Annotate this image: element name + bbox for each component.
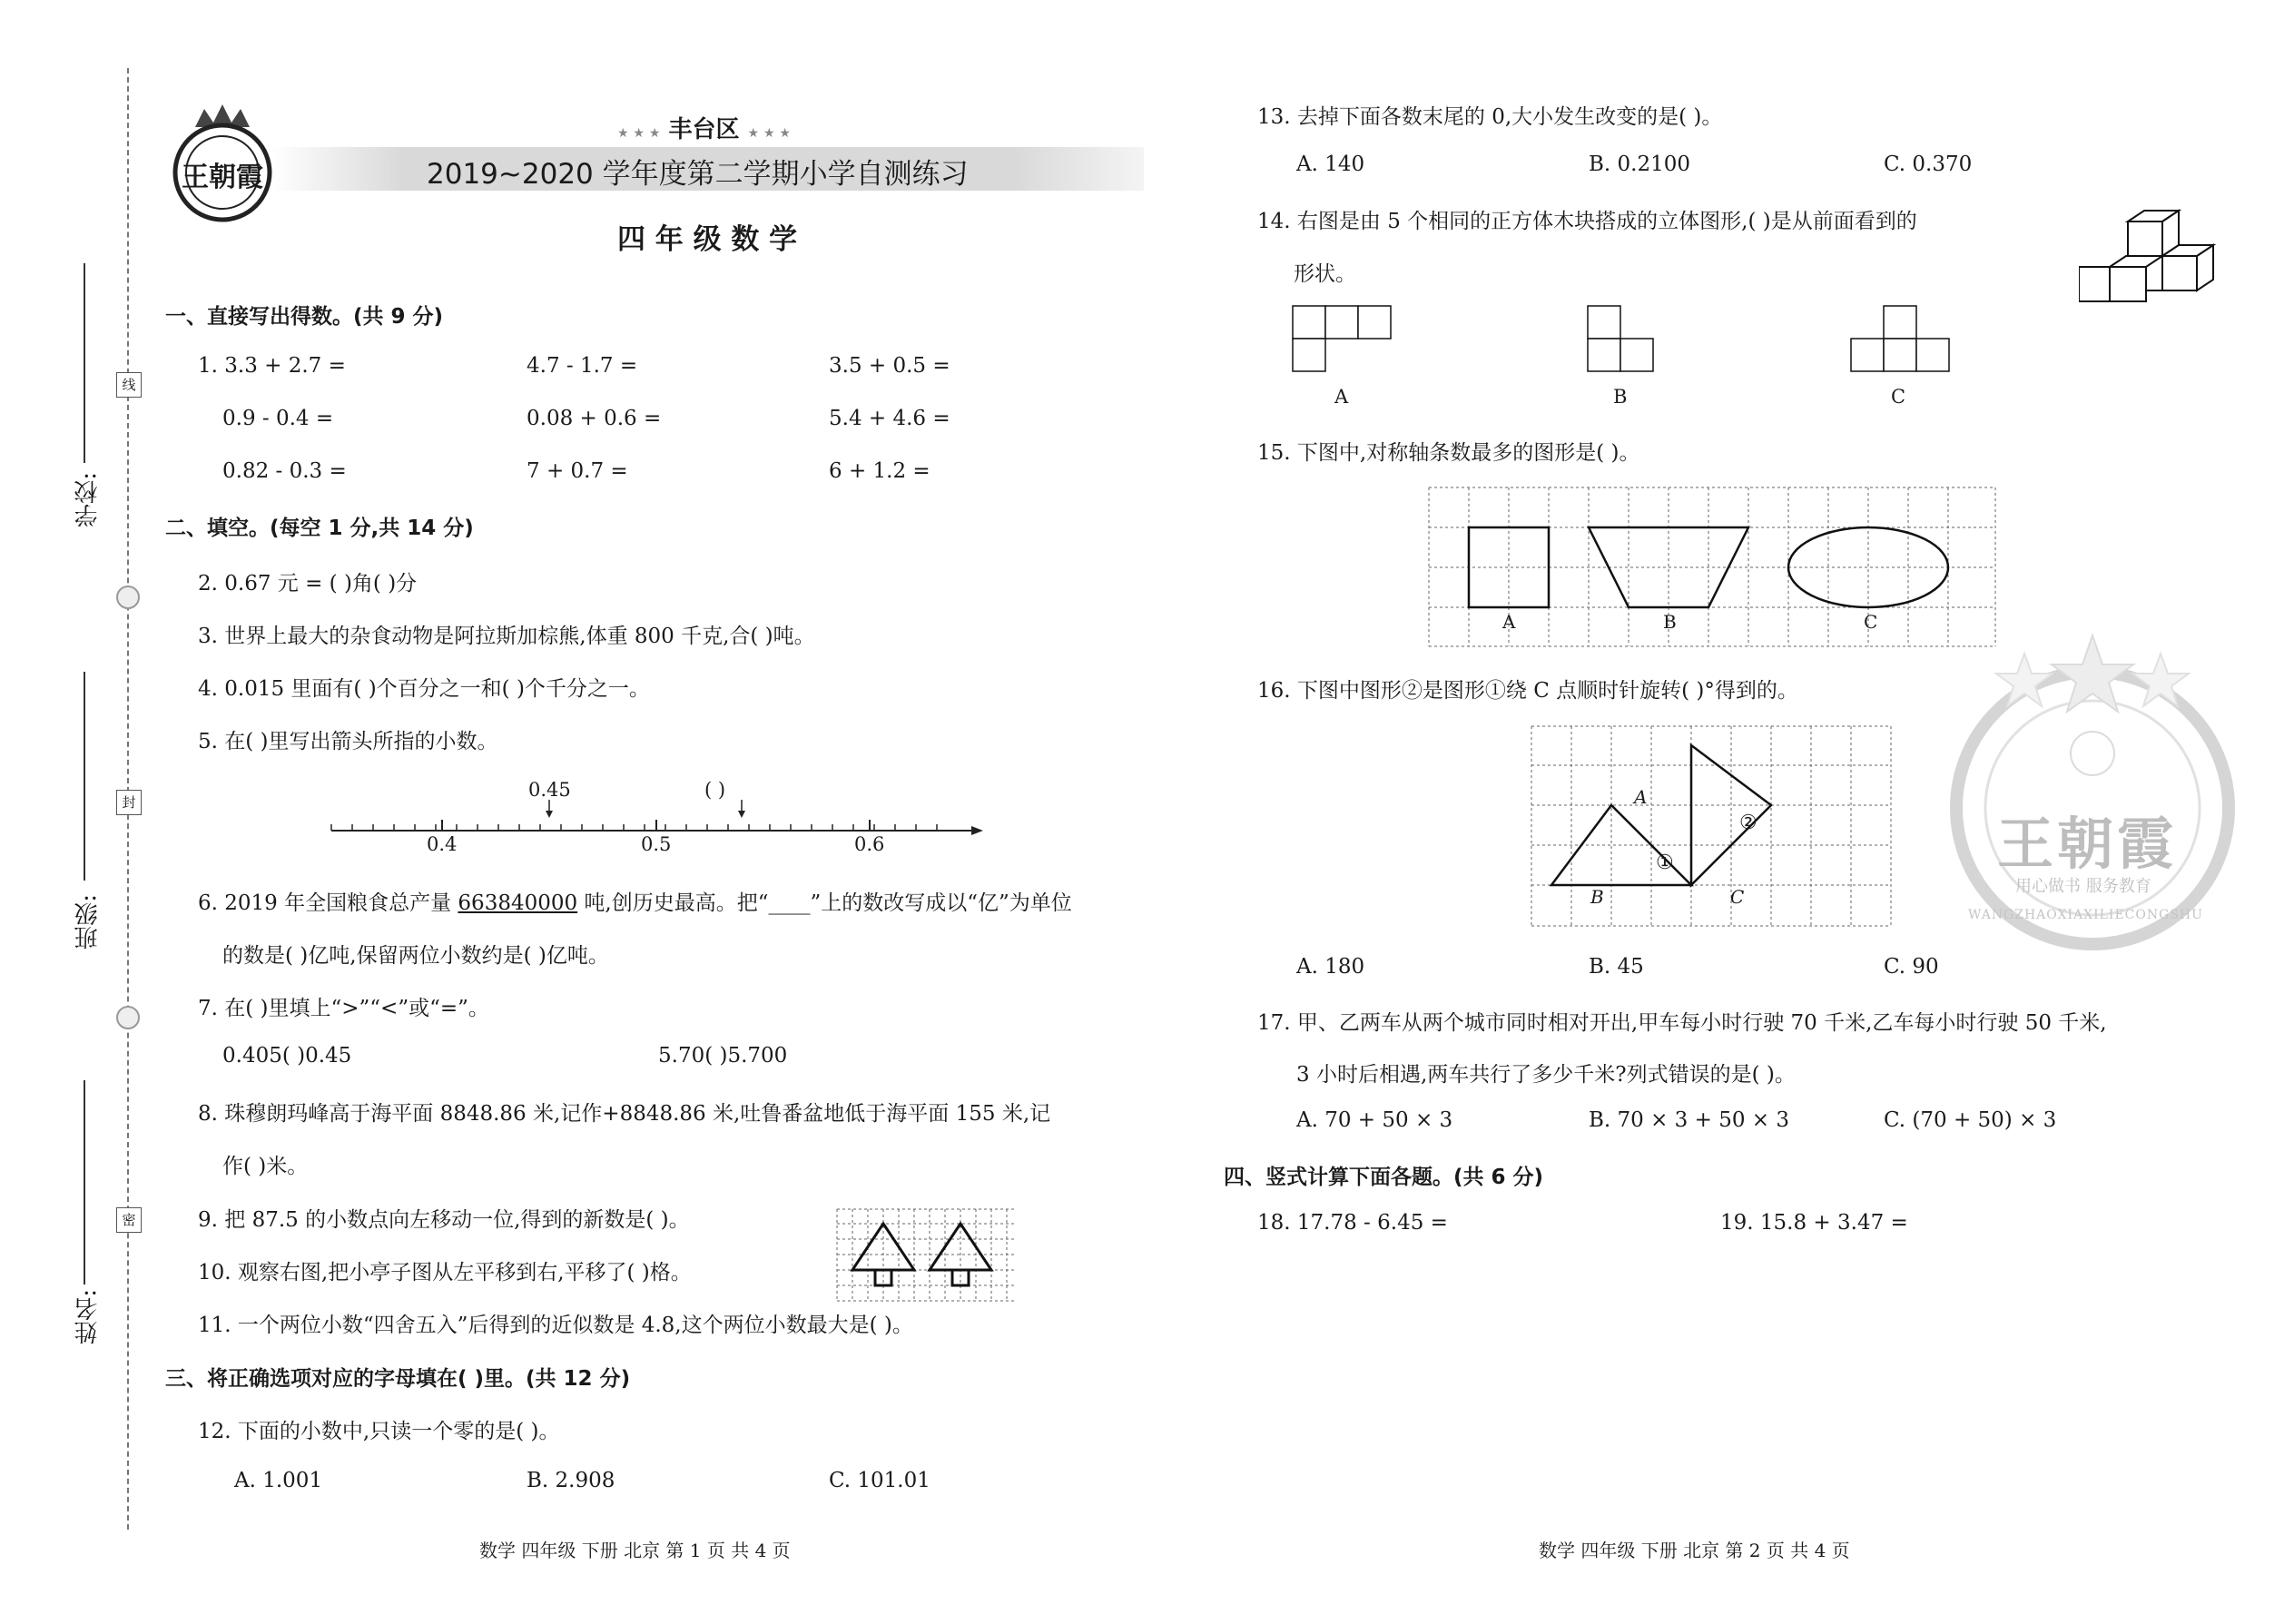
name-underline (84, 1080, 85, 1284)
arrow-head-icon (738, 811, 745, 818)
numberline-label-045: 0.45 (528, 779, 571, 801)
question-16: 16. 下图中图形②是图形①绕 C 点顺时针旋转( )°得到的。 (1257, 679, 1798, 703)
question-7a: 0.405( )0.45 (222, 1044, 352, 1068)
class-label: 班级: (74, 894, 102, 950)
star-icon: ★ ★ ★ (747, 126, 791, 141)
exam-title: 2019~2020 学年度第二学期小学自测练习 (427, 158, 969, 191)
school-label: 学校: (74, 472, 102, 527)
q17-option-c: C. (70 + 50) × 3 (1884, 1108, 2057, 1132)
name-label: 姓名: (74, 1289, 102, 1344)
section-1-heading: 一、直接写出得数。(共 9 分) (165, 305, 444, 329)
question-10: 10. 观察右图,把小亭子图从左平移到右,平移了( )格。 (198, 1261, 692, 1284)
q15-label-b: B (1663, 611, 1677, 633)
question-7b: 5.70( )5.700 (658, 1044, 788, 1068)
star-icon: ★ ★ ★ (617, 126, 661, 141)
question-6-line2: 的数是( )亿吨,保留两位小数约是( )亿吨。 (222, 944, 609, 968)
question-17-line1: 17. 甲、乙两车从两个城市同时相对开出,甲车每小时行驶 70 千米,乙车每小时行驶 50 千米, (1257, 1011, 2107, 1035)
q1-r3-c3: 6 + 1.2 = (829, 459, 930, 483)
q13-option-a: A. 140 (1296, 153, 1365, 176)
rotation-label-a: A (1634, 786, 1648, 808)
tick-label-05: 0.5 (641, 833, 672, 855)
q15-label-c: C (1864, 611, 1878, 633)
question-14-line2: 形状。 (1294, 262, 1356, 286)
cube-stack-figure (2079, 207, 2251, 307)
q6-underlined-number: 663840000 (458, 891, 578, 915)
q1-r2-c2: 0.08 + 0.6 = (527, 407, 662, 430)
class-underline (84, 672, 85, 881)
watermark-seal-icon (1925, 617, 2260, 953)
q16-option-a: A. 180 (1296, 955, 1365, 979)
q13-option-b: B. 0.2100 (1589, 153, 1691, 176)
question-19: 19. 15.8 + 3.47 = (1720, 1211, 1908, 1235)
rotation-label-c: C (1730, 886, 1745, 908)
rotation-figure (1530, 724, 1893, 929)
pavilion-translation-figure (835, 1207, 1017, 1303)
logo-text: 王朝霞 (182, 162, 263, 193)
tick-label-06: 0.6 (854, 833, 885, 855)
q14-label-a: A (1334, 386, 1349, 408)
school-underline (84, 263, 85, 463)
q1-r1-c3: 3.5 + 0.5 = (829, 354, 950, 378)
numberline-label-blank: ( ) (704, 779, 726, 801)
square-shape (1469, 527, 1549, 607)
question-9: 9. 把 87.5 的小数点向左移动一位,得到的新数是( )。 (198, 1208, 690, 1232)
q1-r2-c3: 5.4 + 4.6 = (829, 407, 950, 430)
q14-option-a-figure (1291, 304, 1393, 373)
seal-mi: 密 (116, 1207, 142, 1233)
binding-dot-icon (116, 1006, 140, 1029)
question-11: 11. 一个两位小数“四舍五入”后得到的近似数是 4.8,这个两位小数最大是( )。 (198, 1314, 913, 1337)
section-2-heading: 二、填空。(每空 1 分,共 14 分) (165, 517, 474, 540)
question-17-line2: 3 小时后相遇,两车共行了多少千米?列式错误的是( )。 (1296, 1063, 1796, 1087)
subject-title: 四 年 级 数 学 (617, 223, 798, 256)
question-4: 4. 0.015 里面有( )个百分之一和( )个千分之一。 (198, 677, 650, 701)
seal-feng: 封 (116, 790, 142, 815)
q17-option-b: B. 70 × 3 + 50 × 3 (1589, 1108, 1790, 1132)
question-6-line1: 6. 2019 年全国粮食总产量 663840000 吨,创历史最高。把“____”上的数改写成以“亿”为单位 (198, 891, 1072, 915)
question-3: 3. 世界上最大的杂食动物是阿拉斯加棕熊,体重 800 千克,合( )吨。 (198, 625, 815, 648)
arrow-head-icon (546, 811, 553, 818)
question-7: 7. 在( )里填上“>”“<”或“=”。 (198, 997, 489, 1020)
q12-option-c: C. 101.01 (829, 1469, 930, 1492)
district-label: ★ ★ ★ 丰台区 ★ ★ ★ (617, 116, 791, 143)
watermark-ring-text: WANGZHAOXIAXILIECONGSHU (1968, 908, 2203, 922)
q14-label-b: B (1613, 386, 1628, 408)
question-8-line1: 8. 珠穆朗玛峰高于海平面 8848.86 米,记作+8848.86 米,吐鲁番盆地低于海平面 155 米,记 (198, 1102, 1051, 1126)
rotation-label-b: B (1590, 886, 1604, 908)
question-14-line1: 14. 右图是由 5 个相同的正方体木块搭成的立体图形,( )是从前面看到的 (1257, 210, 1917, 233)
q14-label-c: C (1891, 386, 1906, 408)
section-4-heading: 四、竖式计算下面各题。(共 6 分) (1224, 1166, 1544, 1189)
q12-option-a: A. 1.001 (234, 1469, 323, 1492)
q13-option-c: C. 0.370 (1884, 153, 1973, 176)
q1-r2-c1: 0.9 - 0.4 = (222, 407, 334, 430)
binding-dot-icon (116, 586, 140, 609)
q15-label-a: A (1502, 611, 1516, 633)
rotation-label-one: ① (1656, 851, 1674, 874)
question-5: 5. 在( )里写出箭头所指的小数。 (198, 730, 498, 753)
q16-option-c: C. 90 (1884, 955, 1939, 979)
footer-left: 数学 四年级 下册 北京 第 1 页 共 4 页 (479, 1540, 791, 1561)
question-15: 15. 下图中,对称轴条数最多的图形是( )。 (1257, 441, 1640, 465)
q12-option-b: B. 2.908 (527, 1469, 615, 1492)
question-18: 18. 17.78 - 6.45 = (1257, 1211, 1448, 1235)
q16-option-b: B. 45 (1589, 955, 1644, 979)
seal-xian: 线 (116, 372, 142, 398)
q1-r1-c2: 4.7 - 1.7 = (527, 354, 638, 378)
question-2: 2. 0.67 元 = ( )角( )分 (198, 572, 418, 595)
q17-option-a: A. 70 + 50 × 3 (1296, 1108, 1453, 1132)
section-3-heading: 三、将正确选项对应的字母填在( )里。(共 12 分) (165, 1367, 631, 1391)
question-8-line2: 作( )米。 (222, 1155, 309, 1178)
question-13: 13. 去掉下面各数末尾的 0,大小发生改变的是( )。 (1257, 105, 1723, 129)
rotation-label-two: ② (1739, 812, 1757, 834)
watermark-slogan: 用心做书 服务教育 (2015, 877, 2151, 896)
q14-option-c-figure (1849, 304, 1951, 373)
q14-option-b-figure (1586, 304, 1655, 373)
q1-r1-c1: 1. 3.3 + 2.7 = (198, 354, 346, 378)
question-12: 12. 下面的小数中,只读一个零的是( )。 (198, 1420, 560, 1443)
watermark-name: 王朝霞 (1997, 811, 2178, 877)
tick-label-04: 0.4 (427, 833, 458, 855)
footer-right: 数学 四年级 下册 北京 第 2 页 共 4 页 (1539, 1540, 1850, 1561)
q1-r3-c1: 0.82 - 0.3 = (222, 459, 347, 483)
q1-r3-c2: 7 + 0.7 = (527, 459, 628, 483)
